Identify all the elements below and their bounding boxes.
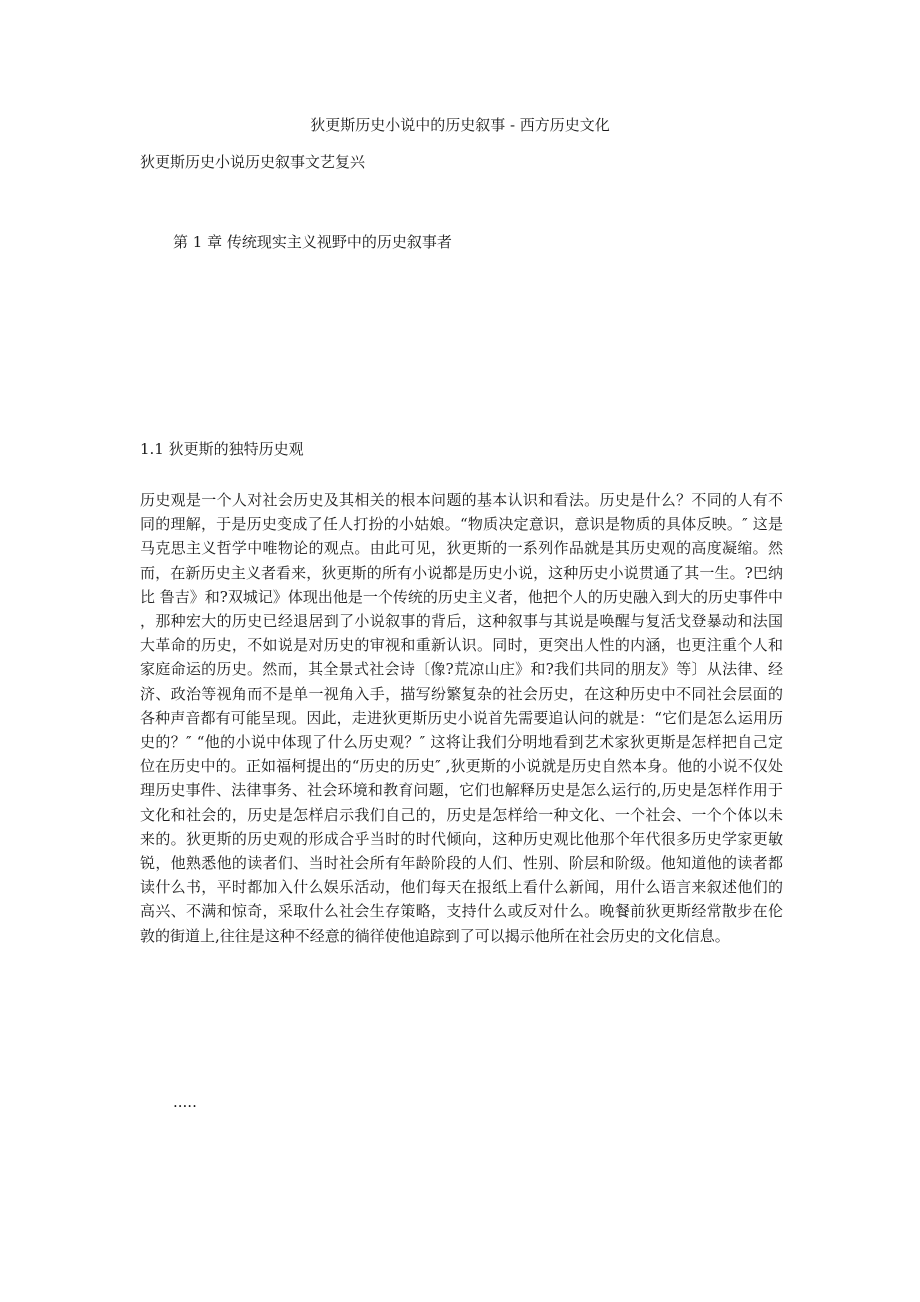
body-paragraph: 历史观是一个人对社会历史及其相关的根本问题的基本认识和看法。历史是什么？不同的人有不同的理解，于是历史变成了任人打扮的小姑娘。“物质决定意识，意识是物质的具体反映。″ 这是马克思主义哲学中唯物论的观点。由此可见，狄更斯的一系列作品就是其历史观的高度凝缩。然而，在新历史主义者看来，狄更斯的所有小说都是历史小说，这种历史小说贯通了其一生。?巴纳比 鲁吉》和?双城记》体现出他是一个传统的历史主义者，他把个人的历史融入到大的历史事件中，那种宏大的历史已经退居到了小说叙事的背后，这种叙事与其说是唤醒与复活戈登暴动和法国大革命的历史，不如说是对历史的审视和重新认识。同时，更突出人性的内涵，也更注重个人和家庭命运的历史。然而，其全景式社会诗〔像?荒凉山庄》和?我们共同的朋友》等〕从法律、经济、政治等视角而不是单一视角入手，描写纷繁复杂的社会历史，在这种历史中不同社会层面的各种声音都有可能呈现。因此，走进狄更斯历史小说首先需要追认问的就是：“它们是怎么运用历史的？″ “他的小说中体现了什么历史观？″ 这将让我们分明地看到艺术家狄更斯是怎样把自己定位在历史中的。正如福柯提出的“历史的历史″ ,狄更斯的小说就是历史自然本身。他的小说不仅处理历史事件、法律事务、社会环境和教育问题，它们也解释历史是怎么运行的,历史是怎样作用于文化和社会的，历史是怎样启示我们自己的，历史是怎样给一种文化、一个社会、一个个体以未来的。狄更斯的历史观的形成合乎当时的时代倾向，这种历史观比他那个年代很多历史学家更敏锐，他熟悉他的读者们、当时社会所有年龄阶段的人们、性别、阶层和阶级。他知道他的读者都读什么书，平时都加入什么娱乐活动，他们每天在报纸上看什么新闻，用什么语言来叙述他们的高兴、不满和惊奇，采取什么社会生存策略，支持什么或反对什么。晚餐前狄更斯经常散步在伦敦的街道上,往往是这种不经意的徜徉使他追踪到了可以揭示他所在社会历史的文化信息。 xyxy=(140,491,783,945)
section-heading: 1.1 狄更斯的独特历史观 xyxy=(140,440,304,458)
chapter-heading: 第 1 章 传统现实主义视野中的历史叙事者 xyxy=(173,233,452,251)
document-title: 狄更斯历史小说中的历史叙事 - 西方历史文化 xyxy=(310,116,610,134)
continuation-ellipsis: ..... xyxy=(173,1093,197,1111)
keywords-line: 狄更斯历史小说历史叙事文艺复兴 xyxy=(140,153,366,171)
